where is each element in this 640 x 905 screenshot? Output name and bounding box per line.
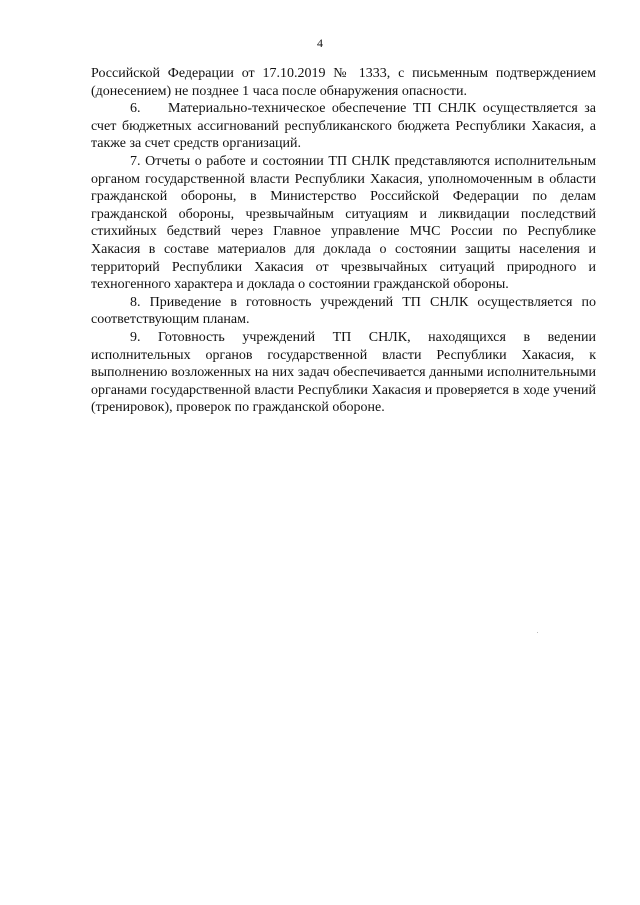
paragraph-7: 7. Отчеты о работе и состоянии ТП СНЛК представляются исполнительным органом государственной власти Республики Хакасия, уполномоченным в области гражданской обороны, в Министерство Российской Федерации по делам гражданской обороны, чрезвычайным ситуациям и ликвидации последствий стихийных бедствий через Главное управление МЧС России по Республике Хакасия в составе материалов для доклада о состоянии защиты населения и территорий Республики Хакасия от чрезвычайных ситуаций природного и техногенного характера и доклада о состоянии гражданской обороны. bbox=[91, 153, 596, 293]
paragraph-8: 8. Приведение в готовность учреждений ТП СНЛК осуществляется по соответствующим планам. bbox=[91, 294, 596, 328]
paragraph-6-number: 6. bbox=[130, 101, 141, 117]
scan-speck bbox=[537, 632, 538, 633]
document-body bbox=[91, 65, 596, 417]
paragraph-6-text: Материально-техническое обеспечение ТП СНЛК осуществляется за счет бюджетных ассигнований республиканского бюджета Республики Хакасия, а также за счет средств организаций. bbox=[91, 101, 596, 152]
page-number: 4 bbox=[317, 36, 323, 50]
paragraph-continuation: Российской Федерации от 17.10.2019 № 1333, с письменным подтверждением (донесением) не позднее 1 часа после обнаружения опасности. bbox=[91, 66, 596, 99]
paragraph-9: 9. Готовность учреждений ТП СНЛК, находящихся в ведении исполнительных органов государственной власти Республики Хакасия, к выполнению возложенных на них задач обеспечивается данными исполнительными органами государственной власти Республики Хакасия и проверяется в ходе учений (тренировок), проверок по гражданской обороне. bbox=[91, 329, 596, 416]
paragraph-6 bbox=[91, 100, 596, 153]
